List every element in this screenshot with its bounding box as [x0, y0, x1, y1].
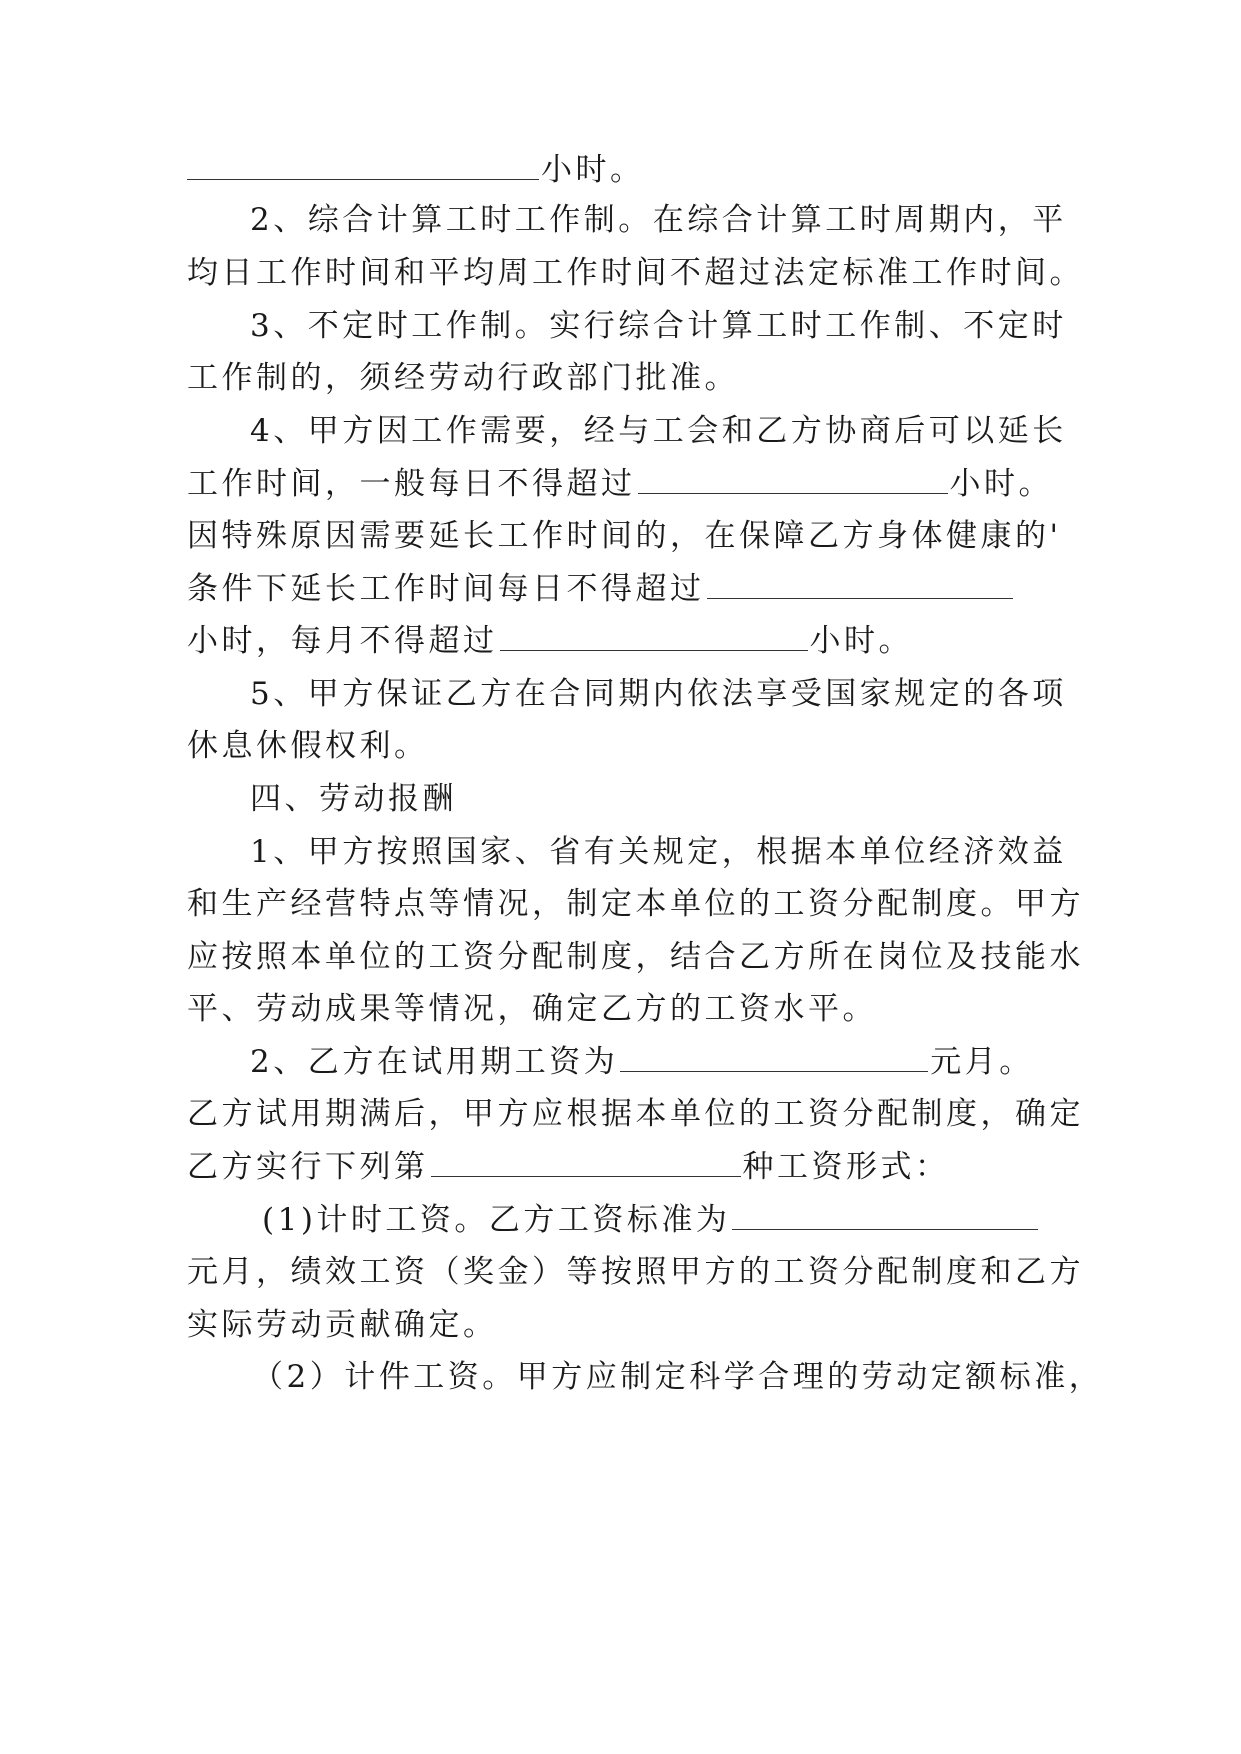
paragraph-line: （2）计件工资。甲方应制定科学合理的劳动定额标准， [252, 1359, 1104, 1395]
fill-in-blank[interactable] [732, 1201, 1038, 1230]
paragraph-line: 因特殊原因需要延长工作时间的，在保障乙方身体健康的' [187, 518, 1062, 554]
text-span: (1)计时工资。乙方工资标准为 [262, 1202, 731, 1238]
fill-in-blank[interactable] [187, 151, 539, 180]
text-line [187, 150, 645, 190]
paragraph-line: 5、甲方保证乙方在合同期内依法享受国家规定的各项 [250, 676, 1067, 712]
text-span: 小时。 [541, 152, 645, 188]
paragraph-line: 乙方试用期满后，甲方应根据本单位的工资分配制度，确定 [187, 1096, 1084, 1132]
text-span: 工作时间，一般每日不得超过 [187, 466, 636, 502]
fill-in-blank[interactable] [638, 465, 948, 494]
text-span: 小时。 [949, 466, 1053, 502]
paragraph-line: 3、不定时工作制。实行综合计算工时工作制、不定时 [250, 308, 1067, 344]
text-span: 元月。 [930, 1044, 1034, 1080]
text-span: 小时。 [809, 623, 913, 659]
paragraph-line: 4、甲方因工作需要，经与工会和乙方协商后可以延长 [250, 413, 1067, 449]
fill-in-blank[interactable] [431, 1148, 741, 1177]
text-line [187, 621, 913, 661]
paragraph-line: 2、综合计算工时工作制。在综合计算工时周期内，平 [250, 202, 1067, 238]
text-line [187, 464, 1053, 504]
paragraph-line: 休息休假权利。 [187, 728, 429, 764]
fill-in-blank[interactable] [500, 622, 808, 651]
fill-in-blank[interactable] [620, 1043, 928, 1072]
paragraph-line: 均日工作时间和平均周工作时间不超过法定标准工作时间。 [187, 255, 1084, 291]
text-line [187, 1147, 950, 1187]
text-line [250, 1042, 1034, 1082]
paragraph-line: 和生产经营特点等情况，制定本单位的工资分配制度。甲方 [187, 886, 1084, 922]
text-line [262, 1200, 1040, 1240]
section-heading: 四、劳动报酬 [250, 781, 457, 817]
text-line [187, 569, 1015, 609]
text-span: 2、乙方在试用期工资为 [250, 1044, 619, 1080]
text-span: 条件下延长工作时间每日不得超过 [187, 571, 705, 607]
text-span: 小时，每月不得超过 [187, 623, 498, 659]
paragraph-line: 元月，绩效工资（奖金）等按照甲方的工资分配制度和乙方 [187, 1254, 1084, 1290]
paragraph-line: 平、劳动成果等情况，确定乙方的工资水平。 [187, 991, 877, 1027]
paragraph-line: 实际劳动贡献确定。 [187, 1307, 498, 1343]
paragraph-line: 工作制的，须经劳动行政部门批准。 [187, 360, 739, 396]
text-span: 乙方实行下列第 [187, 1149, 429, 1185]
paragraph-line: 应按照本单位的工资分配制度，结合乙方所在岗位及技能水 [187, 939, 1084, 975]
text-span: 种工资形式： [742, 1149, 950, 1185]
paragraph-line: 1、甲方按照国家、省有关规定，根据本单位经济效益 [250, 834, 1067, 870]
fill-in-blank[interactable] [707, 570, 1013, 599]
